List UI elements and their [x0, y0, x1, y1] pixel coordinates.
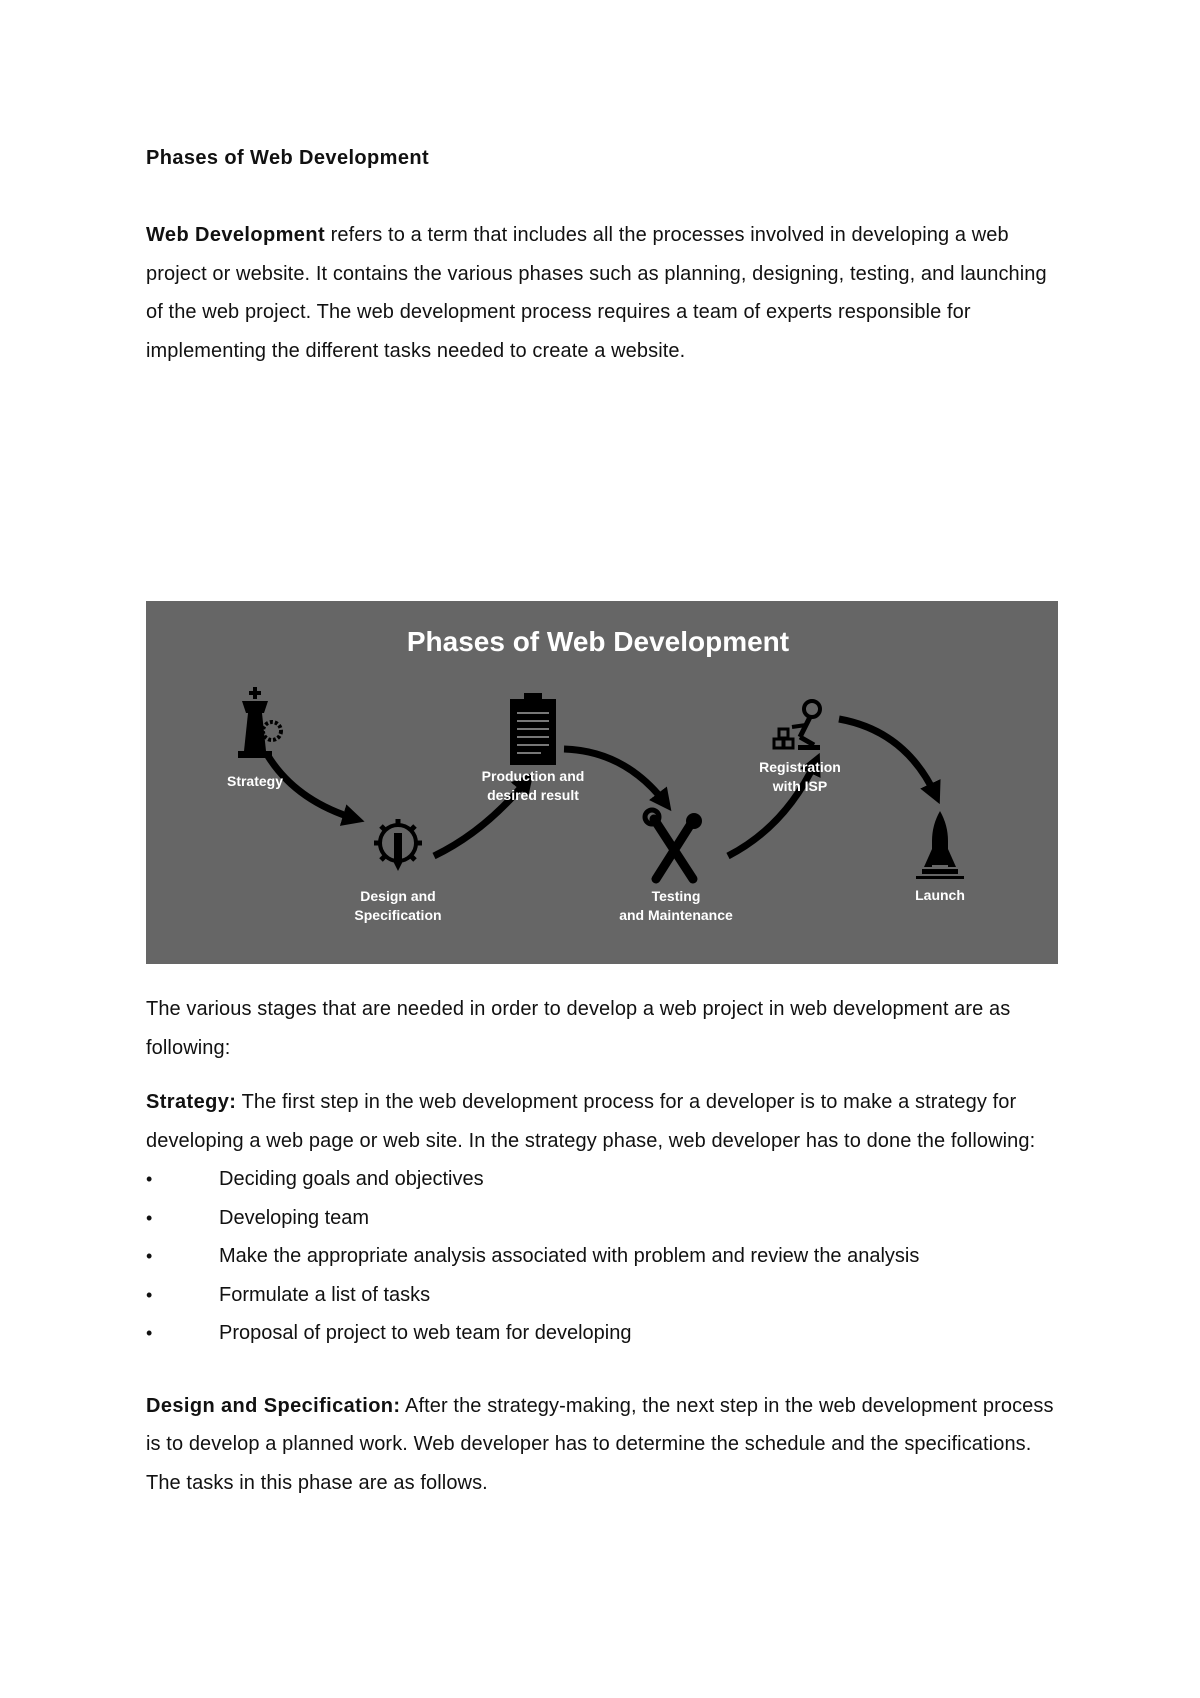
stage-label-strategy: Strategy — [226, 773, 284, 789]
stage-label-registration-2: with ISP — [772, 778, 828, 794]
phases-diagram — [146, 601, 1058, 964]
list-item — [146, 1160, 1064, 1199]
document-title: Phases of Web Development — [146, 147, 430, 169]
strategy-paragraph — [146, 1083, 1064, 1160]
bullet-icon: • — [146, 1323, 153, 1343]
stage-label-production-2: desired result — [487, 787, 579, 803]
tools-icon — [645, 810, 702, 879]
arrow-testing-to-registration — [728, 761, 816, 856]
diagram-title: Phases of Web Development — [406, 626, 790, 657]
stage-label-launch: Launch — [915, 887, 965, 903]
list-item-text: Proposal of project to web team for developing — [219, 1322, 632, 1344]
phases-diagram-svg — [146, 601, 1058, 964]
list-item-text: Deciding goals and objectives — [219, 1168, 484, 1190]
stages-section — [146, 990, 1064, 1518]
list-item — [146, 1314, 1064, 1353]
strategy-heading: Strategy: — [146, 1091, 237, 1113]
bullet-icon: • — [146, 1207, 153, 1228]
chess-king-icon — [238, 687, 281, 758]
rocket-icon — [916, 811, 964, 879]
document-body — [146, 142, 1064, 370]
person-blocks-icon — [774, 701, 820, 750]
stage-label-design-2: Specification — [354, 907, 442, 923]
list-item-text: Developing team — [219, 1206, 370, 1229]
stage-label-production-1: Production and — [481, 768, 585, 784]
clipboard-icon — [510, 693, 556, 765]
design-heading: Design and Specification: — [146, 1394, 401, 1417]
stage-label-testing-1: Testing — [651, 888, 701, 904]
stages-intro-paragraph: The various stages that are needed in order to develop a web project in web development are as following: — [146, 998, 1011, 1059]
intro-paragraph — [146, 216, 1064, 370]
strategy-bullet-list — [146, 1160, 1064, 1353]
design-paragraph — [146, 1387, 1064, 1503]
stage-label-registration-1: Registration — [759, 759, 841, 775]
stage-label-design-1: Design and — [360, 888, 436, 904]
list-item — [146, 1276, 1064, 1315]
design-text: After the strategy-making, the next step in the web development process is to develop a planned work. Web developer has to determine the schedule and the specifications. The tasks in this phase are as follows. — [146, 1394, 1054, 1494]
stage-label-testing-2: and Maintenance — [619, 907, 733, 923]
list-item-text: Make the appropriate analysis associated with problem and review the analysis — [219, 1245, 920, 1267]
bullet-icon: • — [146, 1246, 153, 1266]
list-item — [146, 1237, 1064, 1276]
bullet-icon: • — [146, 1169, 153, 1189]
list-item — [146, 1199, 1064, 1238]
intro-term: Web Development — [146, 224, 325, 246]
intro-text: refers to a term that includes all the processes involved in developing a web project or website. It contains the various phases such as planning, designing, testing, and launching of the web project. The web development process requires a team of experts responsible for implementing the different tasks needed to create a website. — [146, 224, 1047, 362]
strategy-text: The first step in the web development process for a developer is to make a strategy for developing a web page or web site. In the strategy phase, web developer has to done the following: — [146, 1091, 1036, 1152]
arrow-registration-to-launch — [839, 719, 936, 796]
gear-pencil-icon — [374, 819, 422, 871]
bullet-icon: • — [146, 1284, 153, 1305]
list-item-text: Formulate a list of tasks — [219, 1283, 431, 1306]
